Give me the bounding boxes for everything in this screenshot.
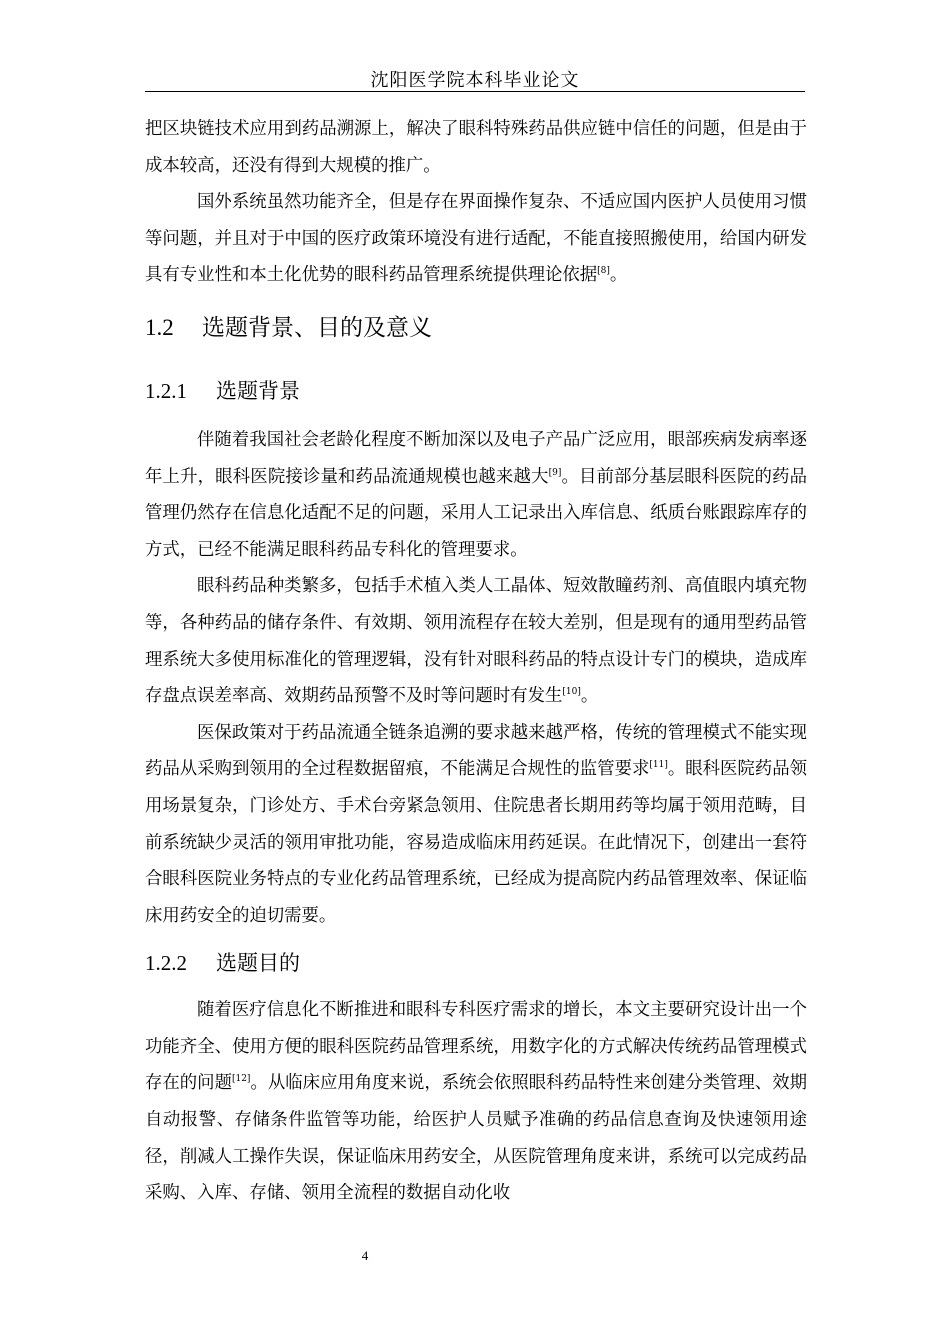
citation-ref: [11] bbox=[649, 760, 668, 771]
paragraph-text: 眼科药品种类繁多，包括手术植入类人工晶体、短效散瞳药剂、高值眼内填充物等，各种药品的储存条件、有效期、领用流程存在较大差别，但是现有的通用型药品管理系统大多使用标准化的管理逻辑，没有针对眼科药品的特点设计专门的模块，造成库存盘点误差率高、效期药品预警不及时等问题时有发生 bbox=[145, 576, 807, 707]
paragraph bbox=[145, 715, 807, 935]
section-title: 选题目的 bbox=[216, 951, 300, 976]
page-body bbox=[145, 111, 807, 1212]
paragraph-text: 随着医疗信息化不断推进和眼科专科医疗需求的增长，本文主要研究设计出一个功能齐全、使用方便的眼科医院药品管理系统，用数字化的方式解决传统药品管理模式存在的问题 bbox=[145, 1000, 807, 1094]
paragraph-text: 。目前部分基层眼科医院的药品管理仍然存在信息化适配不足的问题，采用人工记录出入库信息、纸质台账跟踪库存的方式，已经不能满足眼科药品专科化的管理要求。 bbox=[145, 466, 807, 560]
page-number: 4 bbox=[361, 1248, 369, 1263]
paragraph bbox=[145, 111, 807, 184]
header-rule bbox=[145, 91, 805, 92]
paragraph-text: 。眼科医院药品领用场景复杂，门诊处方、手术台旁紧急领用、住院患者长期用药等均属于领用范畴，目前系统缺少灵活的领用审批功能，容易造成临床用药延误。在此情况下，创建出一套符合眼科医院业务特点的专业化药品管理系统，已经成为提高院内药品管理效率、保证临床用药安全的迫切需要。 bbox=[145, 759, 807, 926]
citation-ref: [12] bbox=[231, 1074, 251, 1085]
citation-ref: [10] bbox=[562, 687, 581, 698]
citation-ref: [9] bbox=[548, 467, 562, 478]
paragraph bbox=[145, 422, 807, 568]
paragraph-text: 医保政策对于药品流通全链条追溯的要求越来越严格，传统的管理模式不能实现药品从采购到领用的全过程数据留痕，不能满足合规性的监管要求 bbox=[145, 722, 807, 780]
paragraph bbox=[145, 568, 807, 714]
paragraph-text: 把区块链技术应用到药品溯源上，解决了眼科特殊药品供应链中信任的问题，但是由于成本较高，还没有得到大规模的推广。 bbox=[145, 119, 807, 176]
paragraph bbox=[145, 992, 807, 1212]
running-header: 沈阳医学院本科毕业论文 bbox=[370, 70, 580, 91]
paragraph-text: 。 bbox=[609, 265, 628, 286]
paragraph-text: 伴随着我国社会老龄化程度不断加深以及电子产品广泛应用，眼部疾病发病率逐年上升，眼科医院接诊量和药品流通规模也越来越大 bbox=[145, 429, 807, 487]
section-number: 1.2.1 bbox=[145, 378, 187, 403]
subsection-heading bbox=[145, 377, 807, 405]
section-title: 选题背景、目的及意义 bbox=[202, 314, 432, 341]
section-heading bbox=[145, 313, 807, 343]
section-title: 选题背景 bbox=[216, 378, 300, 403]
paragraph-text: 。 bbox=[580, 686, 599, 707]
section-number: 1.2 bbox=[145, 314, 174, 340]
citation-ref: [8] bbox=[597, 266, 610, 277]
section-number: 1.2.2 bbox=[145, 951, 187, 976]
paragraph-text: 国外系统虽然功能齐全，但是存在界面操作复杂、不适应国内医护人员使用习惯等问题，并且对于中国的医疗政策环境没有进行适配，不能直接照搬使用，给国内研发具有专业性和本土化优势的眼科药品管理系统提供理论依据 bbox=[145, 192, 807, 286]
subsection-heading bbox=[145, 949, 807, 977]
paragraph-text: 。从临床应用角度来说，系统会依照眼科药品特性来创建分类管理、效期自动报警、存储条件监管等功能，给医护人员赋予准确的药品信息查询及快速领用途径，削减人工操作失误，保证临床用药安全，从医院管理角度来讲，系统可以完成药品采购、入库、存储、领用全流程的数据自动化收 bbox=[145, 1073, 807, 1204]
paragraph bbox=[145, 184, 807, 294]
